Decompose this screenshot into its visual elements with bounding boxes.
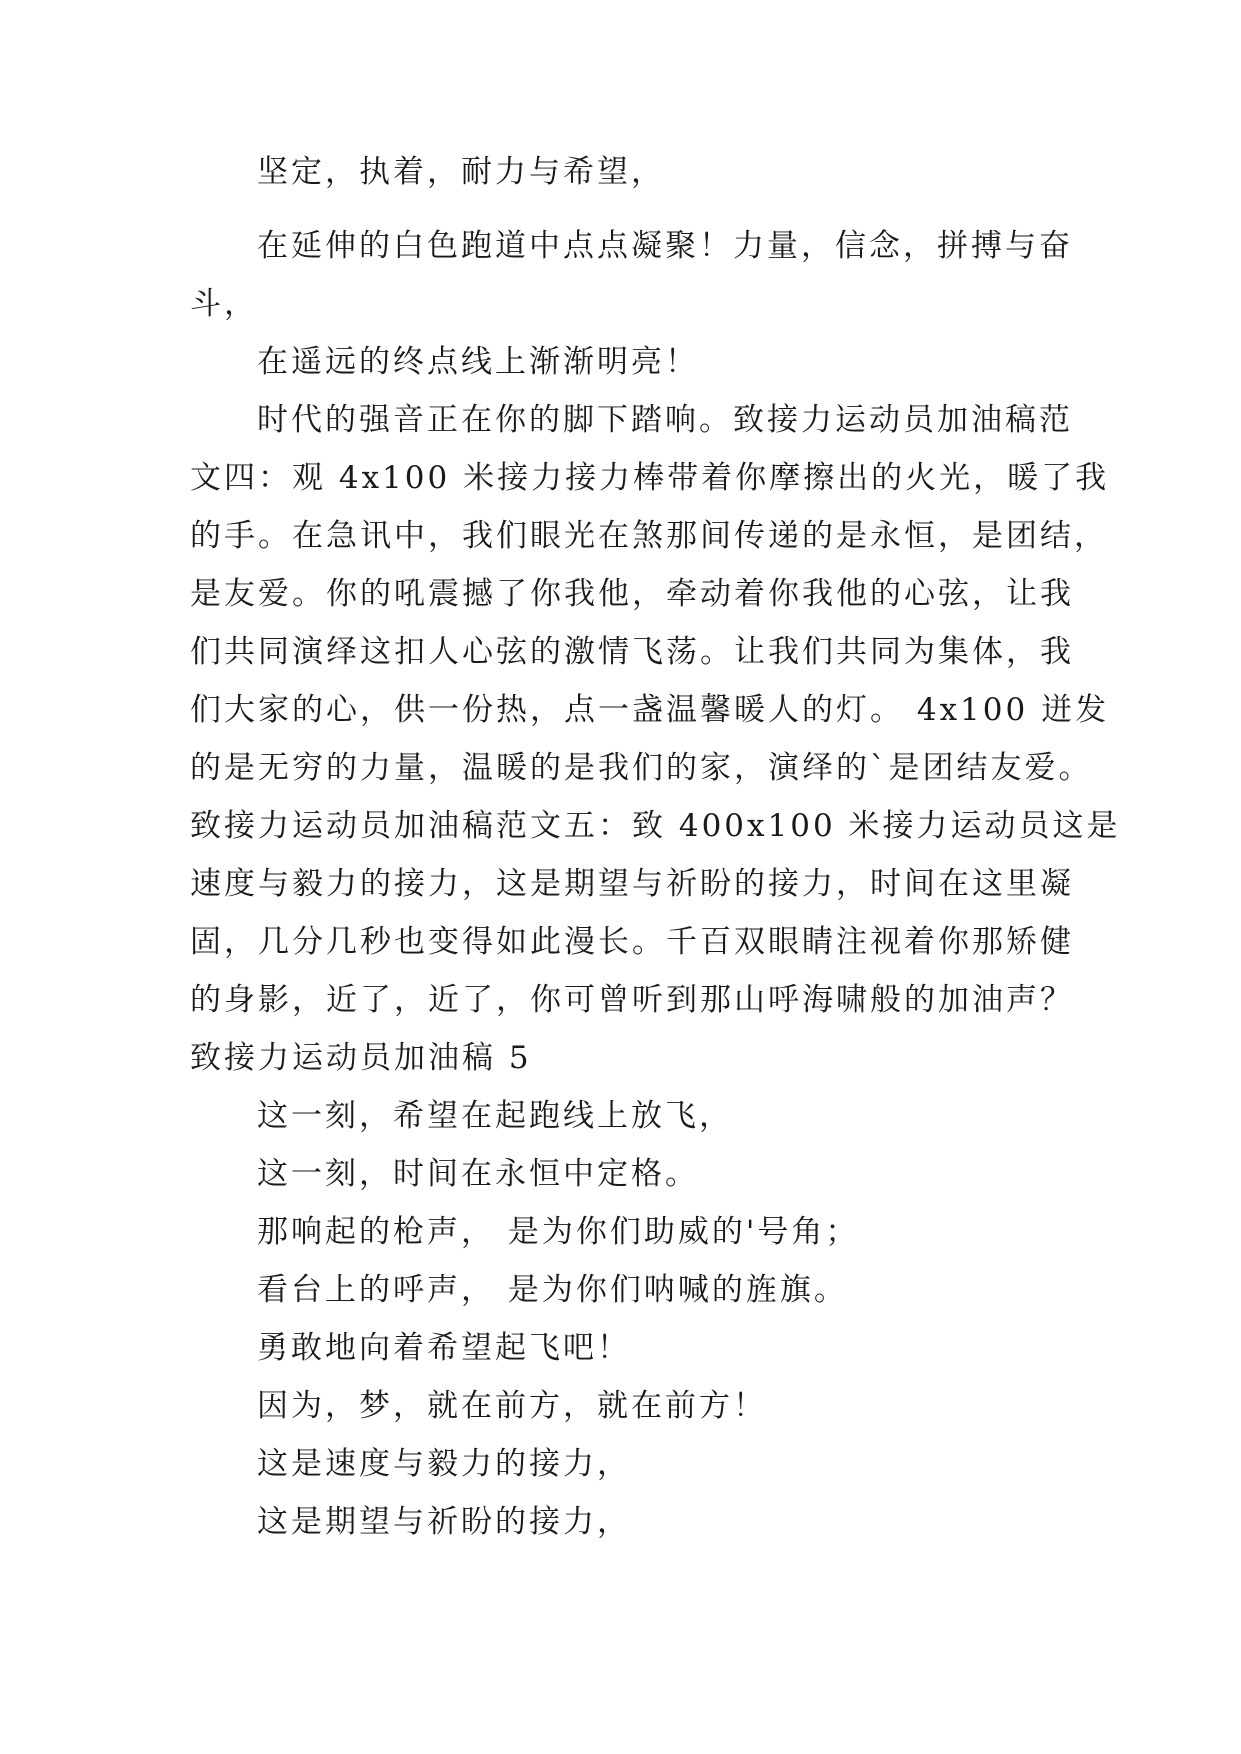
text-line: 在遥远的终点线上渐渐明亮！	[257, 344, 699, 380]
text-line: 速度与毅力的接力，这是期望与祈盼的接力，时间在这里凝	[190, 866, 1074, 902]
text-line: 因为，梦，就在前方，就在前方！	[257, 1388, 767, 1424]
text-line: 致接力运动员加油稿范文五：致 400x100 米接力运动员这是	[190, 808, 1121, 844]
text-line: 这是速度与毅力的接力，	[257, 1446, 631, 1482]
text-line: 那响起的枪声， 是为你们助威的'号角；	[257, 1214, 860, 1250]
section-heading: 致接力运动员加油稿 5	[190, 1040, 532, 1076]
text-line: 的身影，近了，近了，你可曾听到那山呼海啸般的加油声？	[190, 982, 1074, 1018]
text-line: 坚定，执着，耐力与希望，	[257, 154, 665, 190]
text-line: 在延伸的白色跑道中点点凝聚！力量，信念，拼搏与奋	[257, 228, 1073, 264]
text-line: 这是期望与祈盼的接力，	[257, 1504, 631, 1540]
text-line: 文四：观 4x100 米接力接力棒带着你摩擦出的火光，暖了我	[190, 460, 1110, 496]
text-line: 们共同演绎这扣人心弦的激情飞荡。让我们共同为集体，我	[190, 634, 1074, 670]
text-line: 勇敢地向着希望起飞吧！	[257, 1330, 631, 1366]
text-line: 这一刻，希望在起跑线上放飞，	[257, 1098, 733, 1134]
text-line: 斗，	[190, 286, 258, 322]
text-line: 是友爱。你的吼震撼了你我他，牵动着你我他的心弦，让我	[190, 576, 1074, 612]
text-line: 们大家的心，供一份热，点一盏温馨暖人的灯。 4x100 迸发	[190, 692, 1110, 728]
text-line: 这一刻，时间在永恒中定格。	[257, 1156, 699, 1192]
text-line: 固，几分几秒也变得如此漫长。千百双眼睛注视着你那矫健	[190, 924, 1074, 960]
text-line: 的是无穷的力量，温暖的是我们的家，演绎的`是团结友爱。	[190, 750, 1093, 786]
text-line: 看台上的呼声， 是为你们呐喊的旌旗。	[257, 1272, 848, 1308]
text-line: 时代的强音正在你的脚下踏响。致接力运动员加油稿范	[257, 402, 1073, 438]
text-line: 的手。在急讯中，我们眼光在煞那间传递的是永恒，是团结，	[190, 518, 1108, 554]
